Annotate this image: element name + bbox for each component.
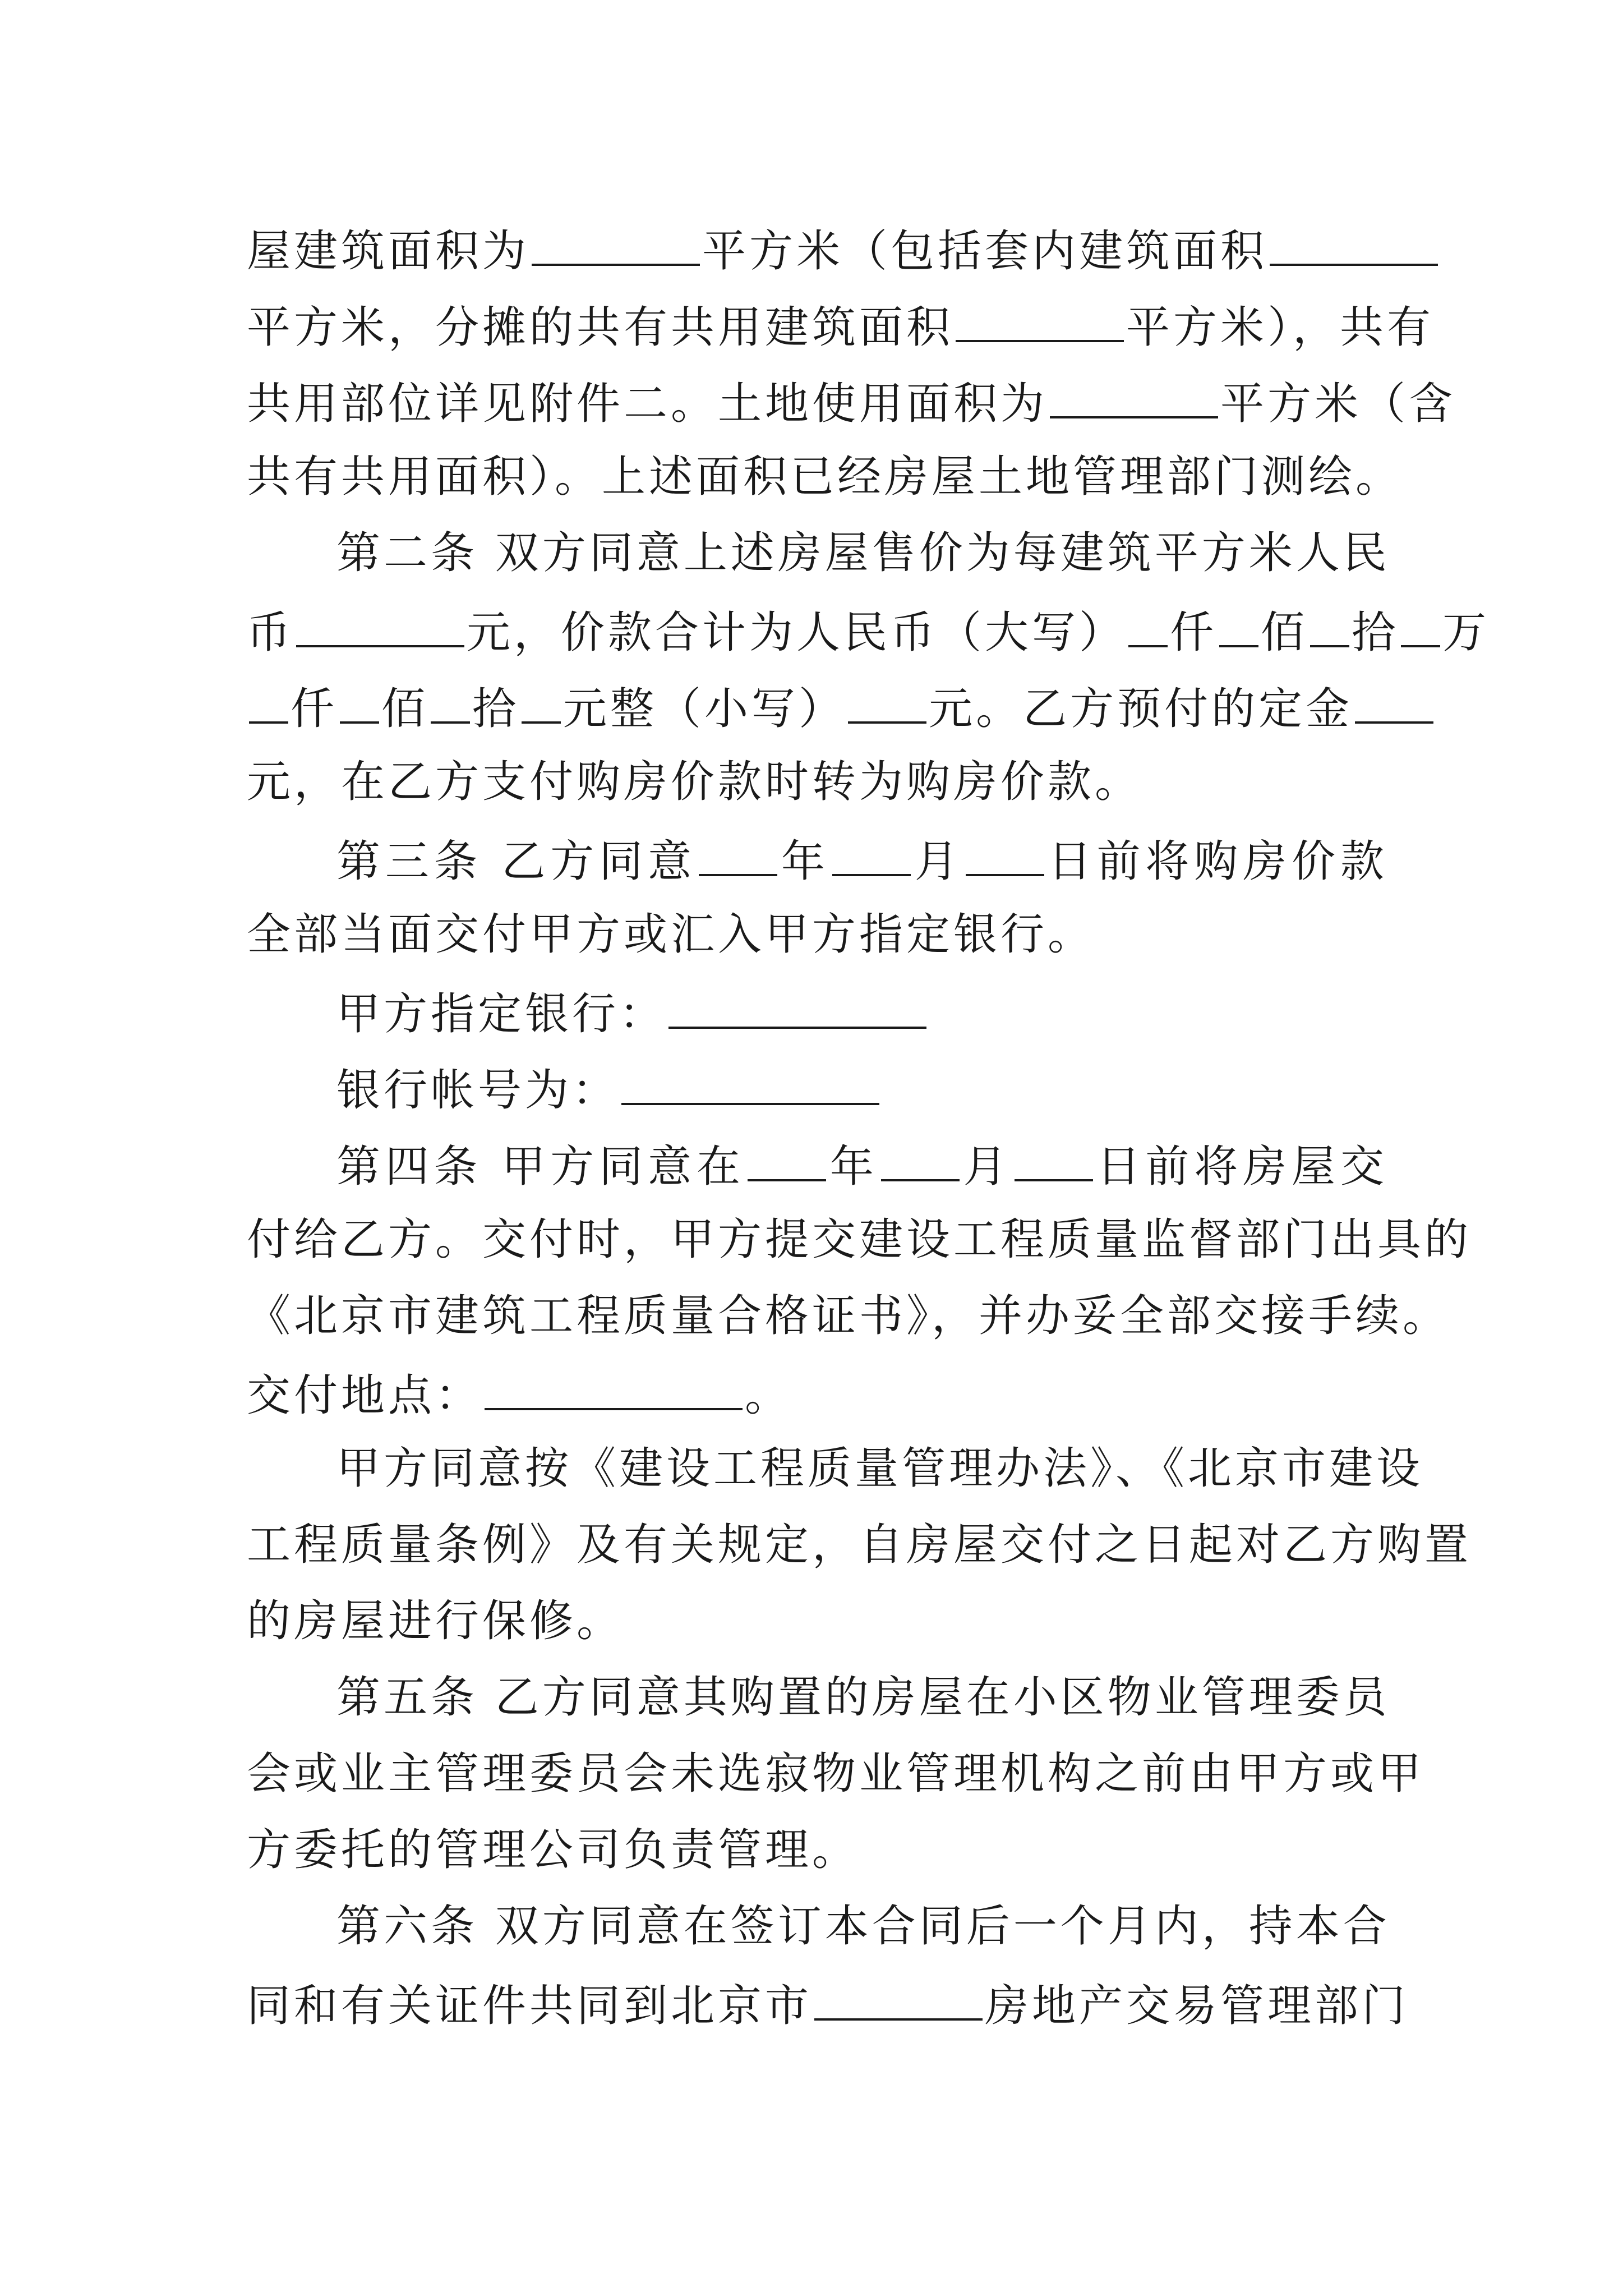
line-text: 佰	[1261, 608, 1308, 658]
line-text: 。	[745, 1370, 792, 1421]
line-text: 第五条 乙方同意其购置的房屋在小区物业管理委员	[336, 1672, 1390, 1723]
line-text: 第二条 双方同意上述房屋售价为每建筑平方米人民	[336, 528, 1390, 578]
fill-in-blank	[1219, 591, 1258, 647]
fill-in-blank	[1128, 591, 1168, 647]
line-text: 月	[912, 836, 963, 887]
fill-in-blank	[522, 668, 561, 724]
text-line	[247, 1125, 1387, 1202]
line-text: 的房屋进行保修。	[247, 1596, 624, 1646]
fill-in-blank	[1015, 1125, 1093, 1181]
line-text: 屋建筑面积为	[247, 226, 530, 277]
fill-in-blank	[431, 668, 470, 724]
line-text: 佰	[381, 684, 429, 734]
fill-in-blank	[1355, 668, 1433, 724]
fill-in-blank	[340, 668, 379, 724]
contract-body	[247, 210, 1490, 2041]
line-text: 甲方同意按《建设工程质量管理办法》、《北京市建设	[336, 1443, 1424, 1494]
fill-in-blank	[668, 973, 926, 1029]
line-text: 甲方指定银行：	[336, 989, 667, 1039]
fill-in-blank	[296, 591, 464, 647]
line-text: 元整（小写）	[563, 684, 846, 734]
text-line	[247, 1049, 1387, 1125]
fill-in-blank	[1050, 362, 1218, 418]
line-text: 银行帐号为：	[336, 1065, 620, 1116]
fill-in-blank	[848, 668, 926, 724]
fill-in-blank	[699, 820, 777, 876]
line-text: 日前将购房价款	[1046, 836, 1387, 887]
line-text: 元，价款合计为人民币（大写）	[467, 608, 1127, 658]
text-line	[247, 1430, 1424, 1507]
line-text: 《北京市建筑工程质量合格证书》，并办妥全部交接手续。	[247, 1291, 1450, 1341]
line-text: 拾	[472, 684, 520, 734]
line-text: 全部当面交付甲方或汇入甲方指定银行。	[247, 909, 1095, 960]
text-line	[247, 744, 1387, 820]
line-text: 同和有关证件共同到北京市	[247, 1981, 813, 2031]
fill-in-blank	[485, 1354, 743, 1410]
line-text: 元。乙方预付的定金	[929, 684, 1353, 734]
line-text: 平方米，分摊的共有共用建筑面积	[247, 302, 954, 353]
line-text: 日前将房屋交	[1095, 1142, 1387, 1192]
fill-in-blank	[1270, 210, 1438, 266]
line-text: 币	[247, 608, 294, 658]
text-line	[247, 1278, 1450, 1354]
line-text: 第三条 乙方同意	[336, 836, 697, 887]
text-line	[247, 1507, 1472, 1583]
text-line	[247, 1354, 1387, 1430]
text-line	[247, 1659, 1390, 1736]
text-line	[247, 820, 1387, 896]
line-text: 年	[780, 836, 830, 887]
text-line	[247, 439, 1403, 515]
text-line	[247, 1888, 1390, 1964]
fill-in-blank	[814, 1964, 983, 2021]
line-text: 仟	[1170, 608, 1218, 658]
line-text: 付给乙方。交付时，甲方提交建设工程质量监督部门出具的	[247, 1214, 1472, 1265]
fill-in-blank	[956, 286, 1124, 342]
text-line	[247, 210, 1387, 286]
line-text: 交付地点：	[247, 1370, 483, 1421]
line-text: 月	[961, 1142, 1012, 1192]
text-line	[247, 1964, 1409, 2041]
text-line	[247, 515, 1390, 591]
text-line	[247, 668, 1387, 744]
fill-in-blank	[532, 210, 700, 266]
fill-in-blank	[881, 1125, 960, 1181]
fill-in-blank	[621, 1049, 879, 1105]
text-line	[247, 1736, 1425, 1812]
line-text: 拾	[1352, 608, 1399, 658]
line-text: 年	[828, 1142, 879, 1192]
line-text: 平方米（包括套内建筑面积	[702, 226, 1268, 277]
line-text: 共用部位详见附件二。土地使用面积为	[247, 379, 1048, 429]
fill-in-blank	[249, 668, 288, 724]
line-text: 仟	[291, 684, 338, 734]
line-text: 万	[1442, 608, 1490, 658]
line-text: 元，在乙方支付购房价款时转为购房价款。	[247, 757, 1142, 807]
text-line	[247, 896, 1387, 973]
text-line	[247, 591, 1490, 668]
line-text: 第四条 甲方同意在	[336, 1142, 745, 1192]
text-line	[247, 1202, 1472, 1278]
line-text: 房地产交易管理部门	[985, 1981, 1409, 2031]
line-text: 方委托的管理公司负责管理。	[247, 1825, 860, 1875]
line-text: 会或业主管理委员会未选寂物业管理机构之前由甲方或甲	[247, 1749, 1425, 1799]
text-line	[247, 973, 1387, 1049]
line-text: 平方米（含	[1220, 379, 1456, 429]
text-line	[247, 286, 1435, 362]
line-text: 第六条 双方同意在签订本合同后一个月内，持本合	[336, 1901, 1390, 1952]
fill-in-blank	[966, 820, 1044, 876]
text-line	[247, 1812, 1387, 1888]
line-text: 平方米），共有	[1126, 302, 1435, 353]
fill-in-blank	[748, 1125, 826, 1181]
text-line	[247, 1583, 1387, 1659]
text-line	[247, 362, 1456, 439]
line-text: 共有共用面积）。上述面积已经房屋土地管理部门测绘。	[247, 452, 1403, 502]
fill-in-blank	[1310, 591, 1349, 647]
fill-in-blank	[832, 820, 911, 876]
line-text: 工程质量条例》及有关规定，自房屋交付之日起对乙方购置	[247, 1520, 1472, 1570]
fill-in-blank	[1401, 591, 1440, 647]
